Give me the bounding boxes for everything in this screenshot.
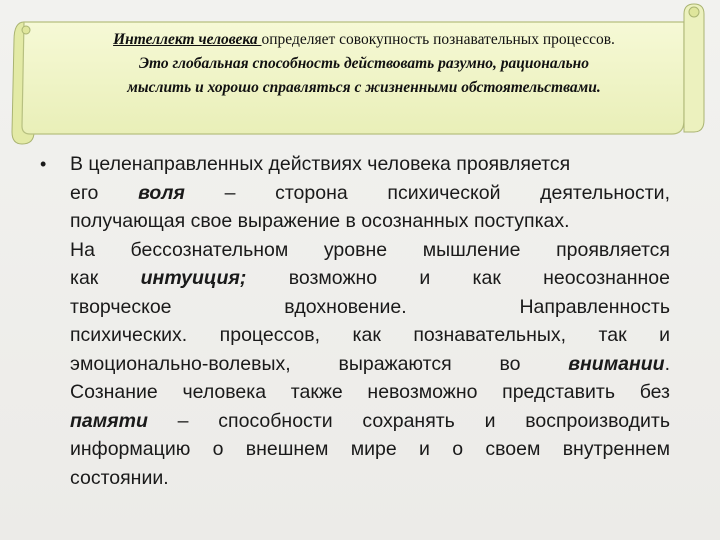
paragraph	[70, 150, 670, 492]
line-9: Сознание человека также невозможно представить без	[70, 381, 670, 403]
keyword-vnimanie: внимании	[568, 352, 665, 375]
scroll-curl-knob	[689, 7, 699, 17]
line-7: психических. процессов, как познавательных, так и	[70, 324, 670, 346]
bullet-icon: •	[40, 154, 47, 174]
line-5-b: возможно и как неосознанное	[246, 267, 670, 289]
line-5	[70, 264, 670, 293]
line-10-b: – способности сохранять и воспроизводить	[147, 409, 670, 432]
line-8	[70, 350, 670, 379]
line-8-a: эмоционально-волевых, выражаются во	[70, 352, 569, 375]
line-1: В целенаправленных действиях человека проявляется	[70, 153, 571, 175]
keyword-volya: воля	[138, 181, 185, 204]
line-12: состоянии.	[70, 466, 169, 489]
banner-line-1	[38, 28, 690, 52]
line-2	[70, 179, 670, 208]
banner-line-3: мыслить и хорошо справляться с жизненными обстоятельствами.	[127, 79, 601, 96]
line-3: получающая свое выражение в осознанных поступках.	[70, 210, 570, 232]
line-6: творческое вдохновение. Направленность	[70, 295, 670, 318]
line-2-b: – сторона психической деятельности,	[184, 181, 670, 204]
line-5-a: как	[70, 267, 141, 289]
line-11: информацию о внешнем мире и о своем внутреннем	[70, 438, 670, 460]
line-2-a: его	[70, 181, 139, 204]
line-4: На бессознательном уровне мышление проявляется	[70, 238, 670, 261]
banner-line-2: Это глобальная способность действовать разумно, рационально	[138, 55, 590, 72]
keyword-intuitsiya: интуиция;	[140, 267, 247, 289]
line-8-b: .	[664, 352, 670, 375]
banner-line-1-rest: определяет совокупность познавательных процессов.	[261, 31, 615, 48]
keyword-pamyat: памяти	[70, 409, 148, 432]
banner-text	[38, 28, 690, 100]
line-10	[70, 407, 670, 436]
banner-term: Интеллект человека	[113, 31, 262, 48]
